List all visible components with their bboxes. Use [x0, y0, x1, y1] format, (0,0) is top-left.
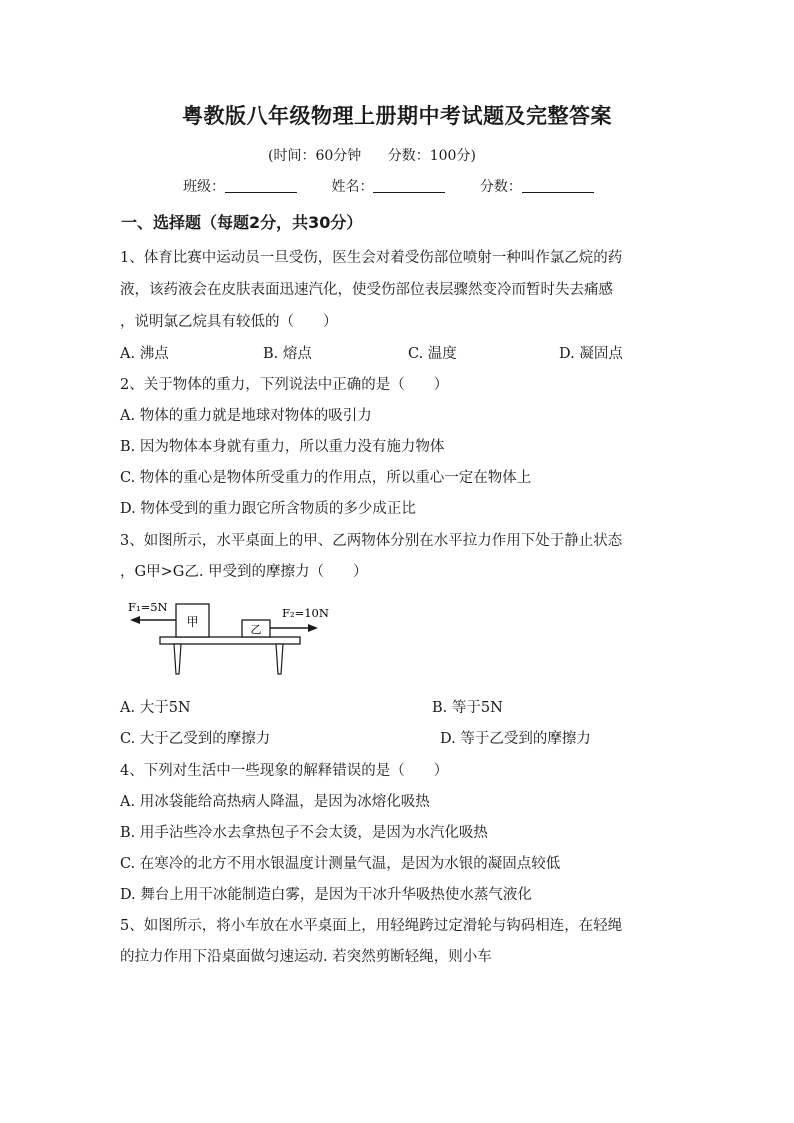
q3-option-d: D. 等于乙受到的摩擦力: [440, 731, 591, 747]
table-top: [160, 637, 300, 644]
q1-option-b: B. 熔点: [263, 346, 312, 362]
class-label: 班级：: [183, 179, 225, 195]
q3-option-b: B. 等于5N: [432, 700, 503, 716]
f2-label: F₂=10N: [282, 606, 329, 620]
section-title: 一、选择题（每题2分，共30分）: [121, 213, 363, 232]
score-label: 分数：: [479, 179, 522, 195]
q2-option-b: B. 因为物体本身就有重力，所以重力没有施力物体: [120, 439, 445, 455]
q1-line2: 液，该药液会在皮肤表面迅速汽化，使受伤部位表层骤然变冷而暂时失去痛感: [120, 282, 613, 298]
q3-line1: 3、如图所示，水平桌面上的甲、乙两物体分别在水平拉力作用下处于静止状态: [120, 533, 623, 549]
block-jia-label: 甲: [186, 615, 199, 629]
q4-stem: 4、下列对生活中一些现象的解释错误的是（ ）: [120, 763, 449, 779]
exam-score: 分数：100分): [387, 148, 476, 164]
block-yi-label: 乙: [250, 623, 262, 636]
table-leg-left: [174, 644, 181, 674]
q4-option-a: A. 用冰袋能给高热病人降温，是因为冰熔化吸热: [120, 794, 430, 810]
q3-option-a: A. 大于5N: [120, 700, 191, 716]
q4-option-b: B. 用手沾些冷水去拿热包子不会太烫，是因为水汽化吸热: [120, 825, 488, 841]
class-blank: [225, 178, 297, 193]
q5-line1: 5、如图所示，将小车放在水平桌面上，用轻绳跨过定滑轮与钩码相连，在轻绳: [120, 918, 623, 934]
student-info-fields: [183, 176, 624, 196]
q2-option-a: A. 物体的重力就是地球对物体的吸引力: [120, 408, 372, 424]
q1-option-d: D. 凝固点: [559, 346, 623, 362]
name-field: [331, 176, 445, 196]
q3-figure: [124, 596, 329, 678]
q2-stem: 2、关于物体的重力，下列说法中正确的是（ ）: [120, 377, 449, 393]
q4-option-d: D. 舞台上用干冰能制造白雾，是因为干冰升华吸热使水蒸气液化: [120, 887, 532, 903]
page-title: 粤教版八年级物理上册期中考试题及完整答案: [182, 104, 612, 128]
q2-option-d: D. 物体受到的重力跟它所含物质的多少成正比: [120, 501, 416, 517]
name-label: 姓名：: [331, 179, 374, 195]
score-field: [480, 176, 594, 196]
q2-option-c: C. 物体的重心是物体所受重力的作用点，所以重心一定在物体上: [120, 470, 532, 486]
q1-line1: 1、体育比赛中运动员一旦受伤，医生会对着受伤部位喷射一种叫作氯乙烷的药: [120, 250, 623, 266]
f2-arrow-head: [308, 624, 318, 632]
q5-line2: 的拉力作用下沿桌面做匀速运动. 若突然剪断轻绳，则小车: [120, 949, 492, 965]
table-leg-right: [276, 644, 283, 674]
name-blank: [373, 178, 445, 193]
f1-arrow-head: [130, 616, 140, 624]
score-blank: [522, 178, 594, 193]
exam-time: (时间：60分钟: [268, 148, 362, 164]
q1-option-a: A. 沸点: [120, 346, 169, 362]
class-field: [183, 176, 297, 196]
q1-option-c: C. 温度: [408, 346, 457, 362]
f1-label: F₁=5N: [128, 600, 168, 614]
q4-option-c: C. 在寒冷的北方不用水银温度计测量气温，是因为水银的凝固点较低: [120, 856, 561, 872]
q3-option-c: C. 大于乙受到的摩擦力: [120, 731, 271, 747]
q1-line3: ，说明氯乙烷具有较低的（ ）: [120, 314, 338, 330]
exam-info: [268, 145, 498, 165]
q3-line2: ，G甲>G乙. 甲受到的摩擦力（ ）: [120, 564, 368, 580]
